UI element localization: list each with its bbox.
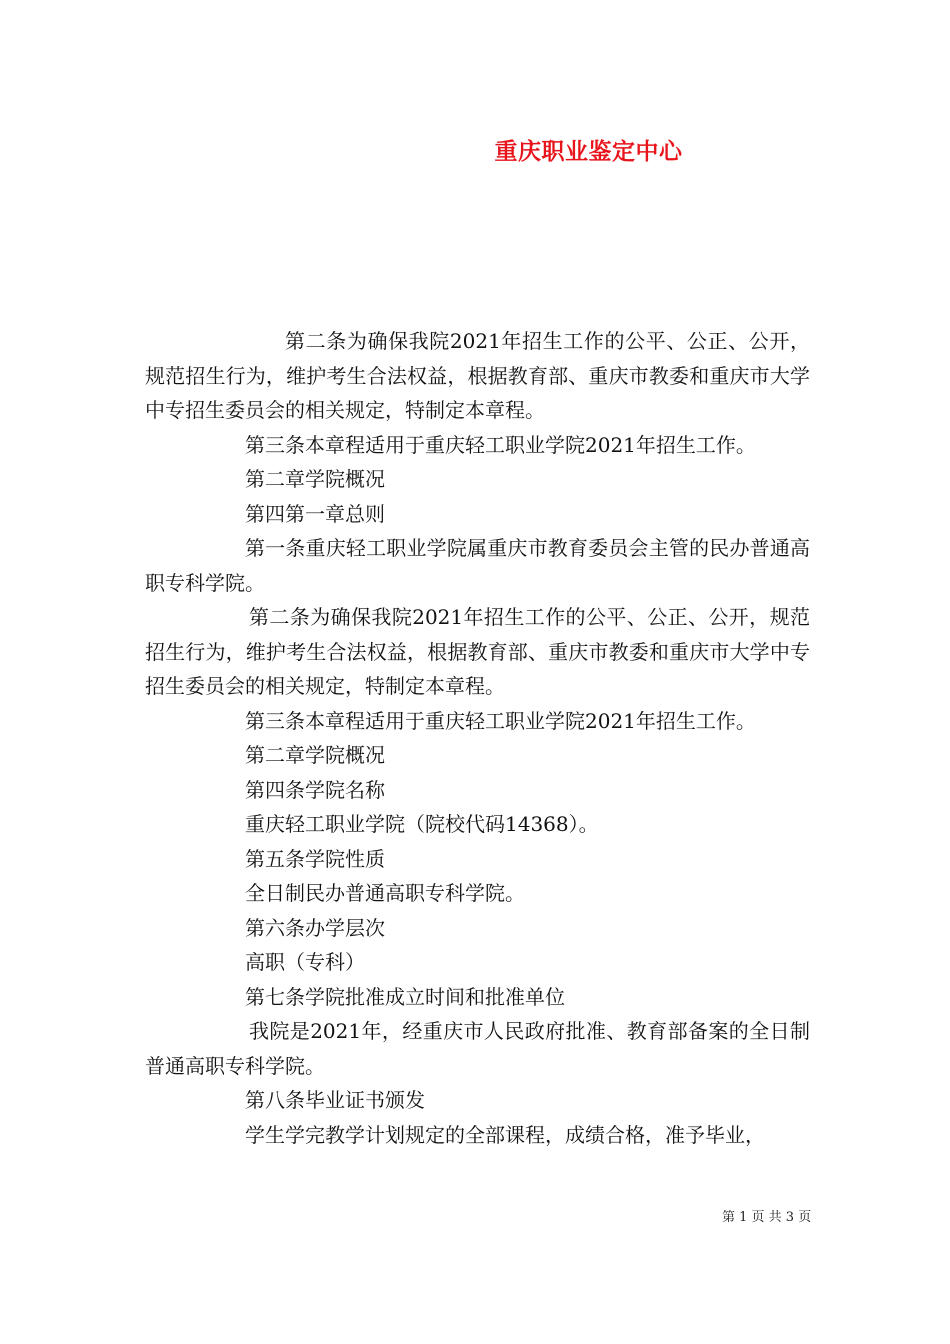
paragraph: 第四第一章总则: [245, 501, 385, 526]
paragraph: 第二条为确保我院2021年招生工作的公平、公正、公开，规范招生行为，维护考生合法权益，根据教育部、重庆市教委和重庆市大学中专招生委员会的相关规定，特制定本章程。: [145, 605, 810, 698]
paragraph: 全日制民办普通高职专科学院。: [245, 881, 525, 905]
paragraph: 第四条学院名称: [245, 777, 385, 802]
paragraph: 第二章学院概况: [245, 743, 385, 767]
paragraph: 第二章学院概况: [245, 467, 385, 491]
paragraph: 第六条办学层次: [245, 915, 385, 940]
paragraph: 学生学完教学计划规定的全部课程，成绩合格，准予毕业，: [245, 1122, 765, 1147]
paragraph: 第二条为确保我院2021年招生工作的公平、公正、公开，规范招生行为，维护考生合法权益，根据教育部、重庆市教委和重庆市大学中专招生委员会的相关规定，特制定本章程。: [145, 329, 810, 422]
paragraph: 第三条本章程适用于重庆轻工职业学院2021年招生工作。: [245, 708, 756, 733]
paragraph: 第三条本章程适用于重庆轻工职业学院2021年招生工作。: [245, 432, 756, 457]
paragraph: 我院是2021年，经重庆市人民政府批准、教育部备案的全日制普通高职专科学院。: [145, 1019, 810, 1078]
page-number: 第 1 页 共 3 页: [722, 1210, 812, 1225]
paragraph: 第七条学院批准成立时间和批准单位: [245, 984, 565, 1009]
page-title: 重庆职业鉴定中心: [494, 139, 683, 165]
document-body: [145, 324, 810, 1152]
paragraph: 第八条毕业证书颁发: [245, 1088, 425, 1112]
paragraph: 第五条学院性质: [245, 846, 385, 871]
paragraph: 重庆轻工职业学院（院校代码14368）。: [245, 812, 599, 836]
paragraph: 第一条重庆轻工职业学院属重庆市教育委员会主管的民办普通高职专科学院。: [145, 536, 810, 595]
paragraph: 高职（专科）: [245, 950, 365, 974]
